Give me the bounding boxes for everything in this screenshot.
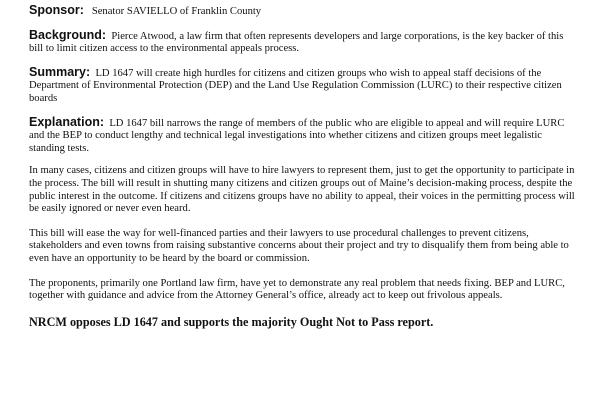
summary-text: LD 1647 will create high hurdles for citizens and citizen groups who wish to appeal staff decisions of the Department of Environmental Protection (DEP) and the Land Use Regulation Commission (LURC) to their respective citizen boards xyxy=(29,67,562,104)
sponsor-label: Sponsor: xyxy=(29,3,84,17)
body-paragraph: This bill will ease the way for well-financed parties and their lawyers to use procedural challenges to prevent citizens, stakeholders and even towns from raising substantive concerns about their project and try to disqualify them from being able to even have an opportunity to be heard by the board or commission. xyxy=(29,227,569,264)
sponsor-text: Senator SAVIELLO of Franklin County xyxy=(91,6,262,17)
summary-section xyxy=(29,66,580,106)
explanation-text: LD 1647 bill narrows the range of members of the public who are eligible to appeal and will require LURC and the BEP to conduct lengthy and technical legal investigations into whether citizens and citizen groups meet legalistic standing tests. xyxy=(29,117,565,154)
explanation-label: Explanation: xyxy=(29,114,105,129)
background-section xyxy=(29,29,580,56)
body-paragraph: The proponents, primarily one Portland law firm, have yet to demonstrate any real problem that needs fixing. BEP and LURC, together with guidance and advice from the Attorney General’s office, already act to keep out frivolous appeals. xyxy=(29,277,565,302)
summary-label: Summary: xyxy=(29,64,91,79)
background-label: Background: xyxy=(29,27,107,42)
document-page xyxy=(29,4,580,329)
body-paragraph: In many cases, citizens and citizen groups will have to hire lawyers to represent them, just to get the opportunity to participate in the process. The bill will result in shutting many citizens and citizen groups out of Maine’s decision-making process, despite the public interest in the outcome. If citizens and citizens groups have no ability to appeal, their voices in the permitting process will be easily ignored or never even heard. xyxy=(29,165,575,215)
background-text: Pierce Atwood, a law firm that often represents developers and large corporations, is the key backer of this bill to limit citizen access to the environmental appeals process. xyxy=(29,30,564,55)
sponsor-section xyxy=(29,4,580,19)
explanation-section xyxy=(29,116,580,156)
closing-statement: NRCM opposes LD 1647 and supports the majority Ought Not to Pass report. xyxy=(29,314,434,329)
